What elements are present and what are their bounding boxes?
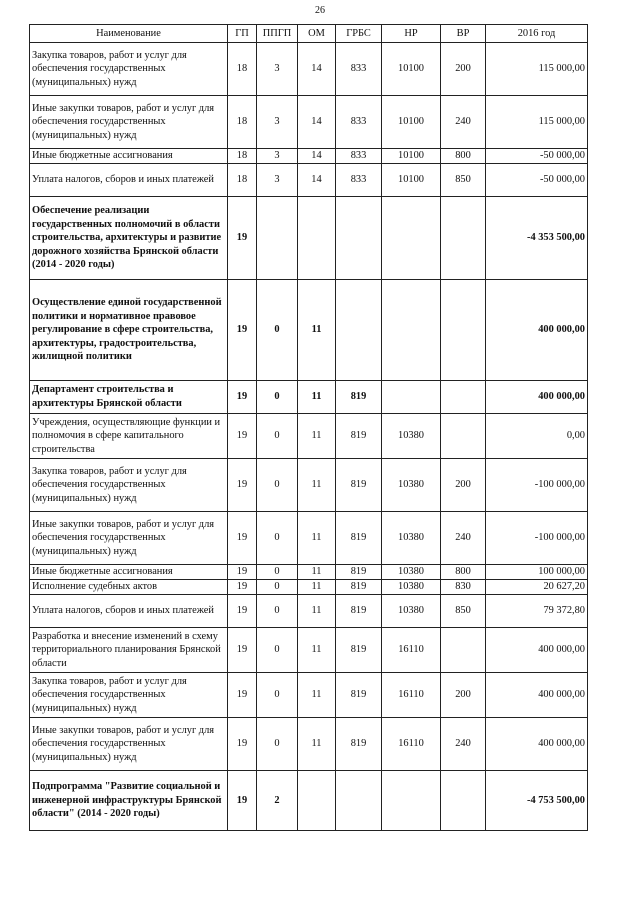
cell-vr: 200 [441, 459, 486, 512]
cell-grbs [336, 771, 382, 831]
cell-grbs: 819 [336, 595, 382, 628]
table-row [30, 565, 588, 580]
cell-amount: -50 000,00 [486, 149, 588, 164]
cell-gp: 19 [228, 381, 257, 414]
cell-amount: 400 000,00 [486, 628, 588, 673]
cell-amount: -4 753 500,00 [486, 771, 588, 831]
cell-ppgp: 0 [257, 381, 298, 414]
cell-grbs [336, 197, 382, 280]
cell-om: 11 [298, 580, 336, 595]
cell-grbs: 819 [336, 512, 382, 565]
cell-om: 14 [298, 43, 336, 96]
cell-gp: 19 [228, 718, 257, 771]
cell-amount: -100 000,00 [486, 512, 588, 565]
cell-grbs: 833 [336, 96, 382, 149]
cell-name: Иные бюджетные ассигнования [30, 565, 228, 580]
cell-amount: 400 000,00 [486, 280, 588, 381]
cell-name: Иные закупки товаров, работ и услуг для обеспечения государственных (муниципальных) нужд [30, 512, 228, 565]
cell-ppgp: 0 [257, 512, 298, 565]
cell-grbs: 819 [336, 414, 382, 459]
cell-nr: 10380 [382, 459, 441, 512]
cell-nr: 10100 [382, 96, 441, 149]
cell-name: Учреждения, осуществляющие функции и полномочия в сфере капитального строительства [30, 414, 228, 459]
cell-gp: 19 [228, 595, 257, 628]
cell-gp: 19 [228, 771, 257, 831]
cell-ppgp: 0 [257, 628, 298, 673]
cell-nr: 10380 [382, 580, 441, 595]
cell-name: Уплата налогов, сборов и иных платежей [30, 595, 228, 628]
cell-gp: 19 [228, 197, 257, 280]
cell-grbs: 819 [336, 628, 382, 673]
table-row [30, 414, 588, 459]
cell-grbs: 819 [336, 718, 382, 771]
cell-name: Иные бюджетные ассигнования [30, 149, 228, 164]
cell-amount: 115 000,00 [486, 43, 588, 96]
cell-name: Обеспечение реализации государственных полномочий в области строительства, архитектуры и развитие дорожного хозяйства Брянской области (2014 - 2020 годы) [30, 197, 228, 280]
cell-nr [382, 280, 441, 381]
table-row [30, 149, 588, 164]
cell-nr: 10100 [382, 164, 441, 197]
cell-ppgp: 0 [257, 565, 298, 580]
cell-name: Закупка товаров, работ и услуг для обеспечения государственных (муниципальных) нужд [30, 43, 228, 96]
cell-vr: 240 [441, 96, 486, 149]
cell-om: 11 [298, 718, 336, 771]
cell-grbs: 819 [336, 565, 382, 580]
cell-name: Уплата налогов, сборов и иных платежей [30, 164, 228, 197]
cell-name: Осуществление единой государственной политики и нормативное правовое регулирование в сфере строительства, архитектуры, градостроительства, жилищной политики [30, 280, 228, 381]
cell-nr: 16110 [382, 718, 441, 771]
cell-nr: 10380 [382, 565, 441, 580]
cell-om: 11 [298, 459, 336, 512]
cell-name: Иные закупки товаров, работ и услуг для обеспечения государственных (муниципальных) нужд [30, 718, 228, 771]
cell-om: 11 [298, 595, 336, 628]
table-row [30, 673, 588, 718]
table-row [30, 197, 588, 280]
cell-name: Разработка и внесение изменений в схему территориального планирования Брянской области [30, 628, 228, 673]
cell-om [298, 197, 336, 280]
cell-name: Закупка товаров, работ и услуг для обеспечения государственных (муниципальных) нужд [30, 673, 228, 718]
cell-ppgp: 0 [257, 718, 298, 771]
cell-gp: 18 [228, 43, 257, 96]
cell-nr: 10100 [382, 43, 441, 96]
cell-vr [441, 771, 486, 831]
cell-vr: 830 [441, 580, 486, 595]
cell-ppgp: 3 [257, 96, 298, 149]
cell-om: 11 [298, 673, 336, 718]
cell-gp: 19 [228, 512, 257, 565]
table-row [30, 718, 588, 771]
cell-vr: 200 [441, 43, 486, 96]
table-row [30, 628, 588, 673]
cell-ppgp: 0 [257, 673, 298, 718]
cell-amount: 115 000,00 [486, 96, 588, 149]
cell-gp: 19 [228, 628, 257, 673]
table-row [30, 771, 588, 831]
cell-om: 14 [298, 149, 336, 164]
table-row [30, 96, 588, 149]
cell-ppgp: 3 [257, 149, 298, 164]
cell-gp: 18 [228, 164, 257, 197]
header-name: Наименование [30, 25, 228, 43]
cell-nr: 10380 [382, 414, 441, 459]
page-number: 26 [315, 5, 325, 16]
cell-ppgp: 2 [257, 771, 298, 831]
cell-vr: 800 [441, 149, 486, 164]
cell-amount: 400 000,00 [486, 718, 588, 771]
cell-name: Закупка товаров, работ и услуг для обеспечения государственных (муниципальных) нужд [30, 459, 228, 512]
cell-vr: 240 [441, 718, 486, 771]
cell-amount: -50 000,00 [486, 164, 588, 197]
header-grbs: ГРБС [336, 25, 382, 43]
table-header-row [30, 25, 588, 43]
cell-ppgp: 3 [257, 164, 298, 197]
header-nr: НР [382, 25, 441, 43]
table-row [30, 595, 588, 628]
cell-grbs: 833 [336, 164, 382, 197]
cell-nr: 10380 [382, 512, 441, 565]
cell-vr [441, 628, 486, 673]
cell-amount: 79 372,80 [486, 595, 588, 628]
header-year: 2016 год [486, 25, 588, 43]
cell-ppgp: 0 [257, 414, 298, 459]
cell-ppgp [257, 197, 298, 280]
cell-om: 11 [298, 381, 336, 414]
cell-om: 11 [298, 628, 336, 673]
cell-nr: 16110 [382, 628, 441, 673]
cell-vr [441, 414, 486, 459]
header-om: ОМ [298, 25, 336, 43]
cell-amount: 100 000,00 [486, 565, 588, 580]
cell-name: Департамент строительства и архитектуры Брянской области [30, 381, 228, 414]
table-row [30, 381, 588, 414]
cell-ppgp: 0 [257, 595, 298, 628]
cell-om: 11 [298, 565, 336, 580]
cell-vr: 200 [441, 673, 486, 718]
cell-nr [382, 381, 441, 414]
cell-nr: 10100 [382, 149, 441, 164]
cell-name: Исполнение судебных актов [30, 580, 228, 595]
cell-amount: 400 000,00 [486, 381, 588, 414]
cell-nr [382, 197, 441, 280]
table-row [30, 512, 588, 565]
cell-grbs: 819 [336, 459, 382, 512]
cell-om: 11 [298, 280, 336, 381]
cell-name: Иные закупки товаров, работ и услуг для обеспечения государственных (муниципальных) нужд [30, 96, 228, 149]
table-row [30, 280, 588, 381]
cell-gp: 18 [228, 96, 257, 149]
cell-nr: 10380 [382, 595, 441, 628]
cell-gp: 19 [228, 673, 257, 718]
cell-amount: -4 353 500,00 [486, 197, 588, 280]
cell-amount: 400 000,00 [486, 673, 588, 718]
table-row [30, 164, 588, 197]
cell-nr [382, 771, 441, 831]
cell-gp: 19 [228, 280, 257, 381]
cell-gp: 18 [228, 149, 257, 164]
cell-ppgp: 0 [257, 280, 298, 381]
cell-grbs: 819 [336, 673, 382, 718]
cell-gp: 19 [228, 459, 257, 512]
cell-om: 11 [298, 512, 336, 565]
cell-vr: 240 [441, 512, 486, 565]
cell-name: Подпрограмма "Развитие социальной и инженерной инфраструктуры Брянской области" (2014 - 2020 годы) [30, 771, 228, 831]
cell-vr [441, 280, 486, 381]
cell-grbs: 833 [336, 149, 382, 164]
cell-ppgp: 0 [257, 459, 298, 512]
cell-grbs: 819 [336, 381, 382, 414]
header-vr: ВР [441, 25, 486, 43]
cell-amount: 0,00 [486, 414, 588, 459]
cell-vr [441, 381, 486, 414]
cell-grbs: 819 [336, 580, 382, 595]
budget-table [29, 24, 588, 831]
cell-grbs: 833 [336, 43, 382, 96]
cell-amount: 20 627,20 [486, 580, 588, 595]
cell-gp: 19 [228, 414, 257, 459]
cell-ppgp: 0 [257, 580, 298, 595]
table-row [30, 459, 588, 512]
cell-om: 14 [298, 164, 336, 197]
cell-ppgp: 3 [257, 43, 298, 96]
cell-gp: 19 [228, 580, 257, 595]
table-row [30, 43, 588, 96]
cell-om: 11 [298, 414, 336, 459]
cell-nr: 16110 [382, 673, 441, 718]
cell-gp: 19 [228, 565, 257, 580]
cell-om: 14 [298, 96, 336, 149]
cell-om [298, 771, 336, 831]
cell-amount: -100 000,00 [486, 459, 588, 512]
cell-grbs [336, 280, 382, 381]
cell-vr: 850 [441, 164, 486, 197]
cell-vr: 800 [441, 565, 486, 580]
table-row [30, 580, 588, 595]
cell-vr: 850 [441, 595, 486, 628]
cell-vr [441, 197, 486, 280]
header-ppgp: ППГП [257, 25, 298, 43]
header-gp: ГП [228, 25, 257, 43]
